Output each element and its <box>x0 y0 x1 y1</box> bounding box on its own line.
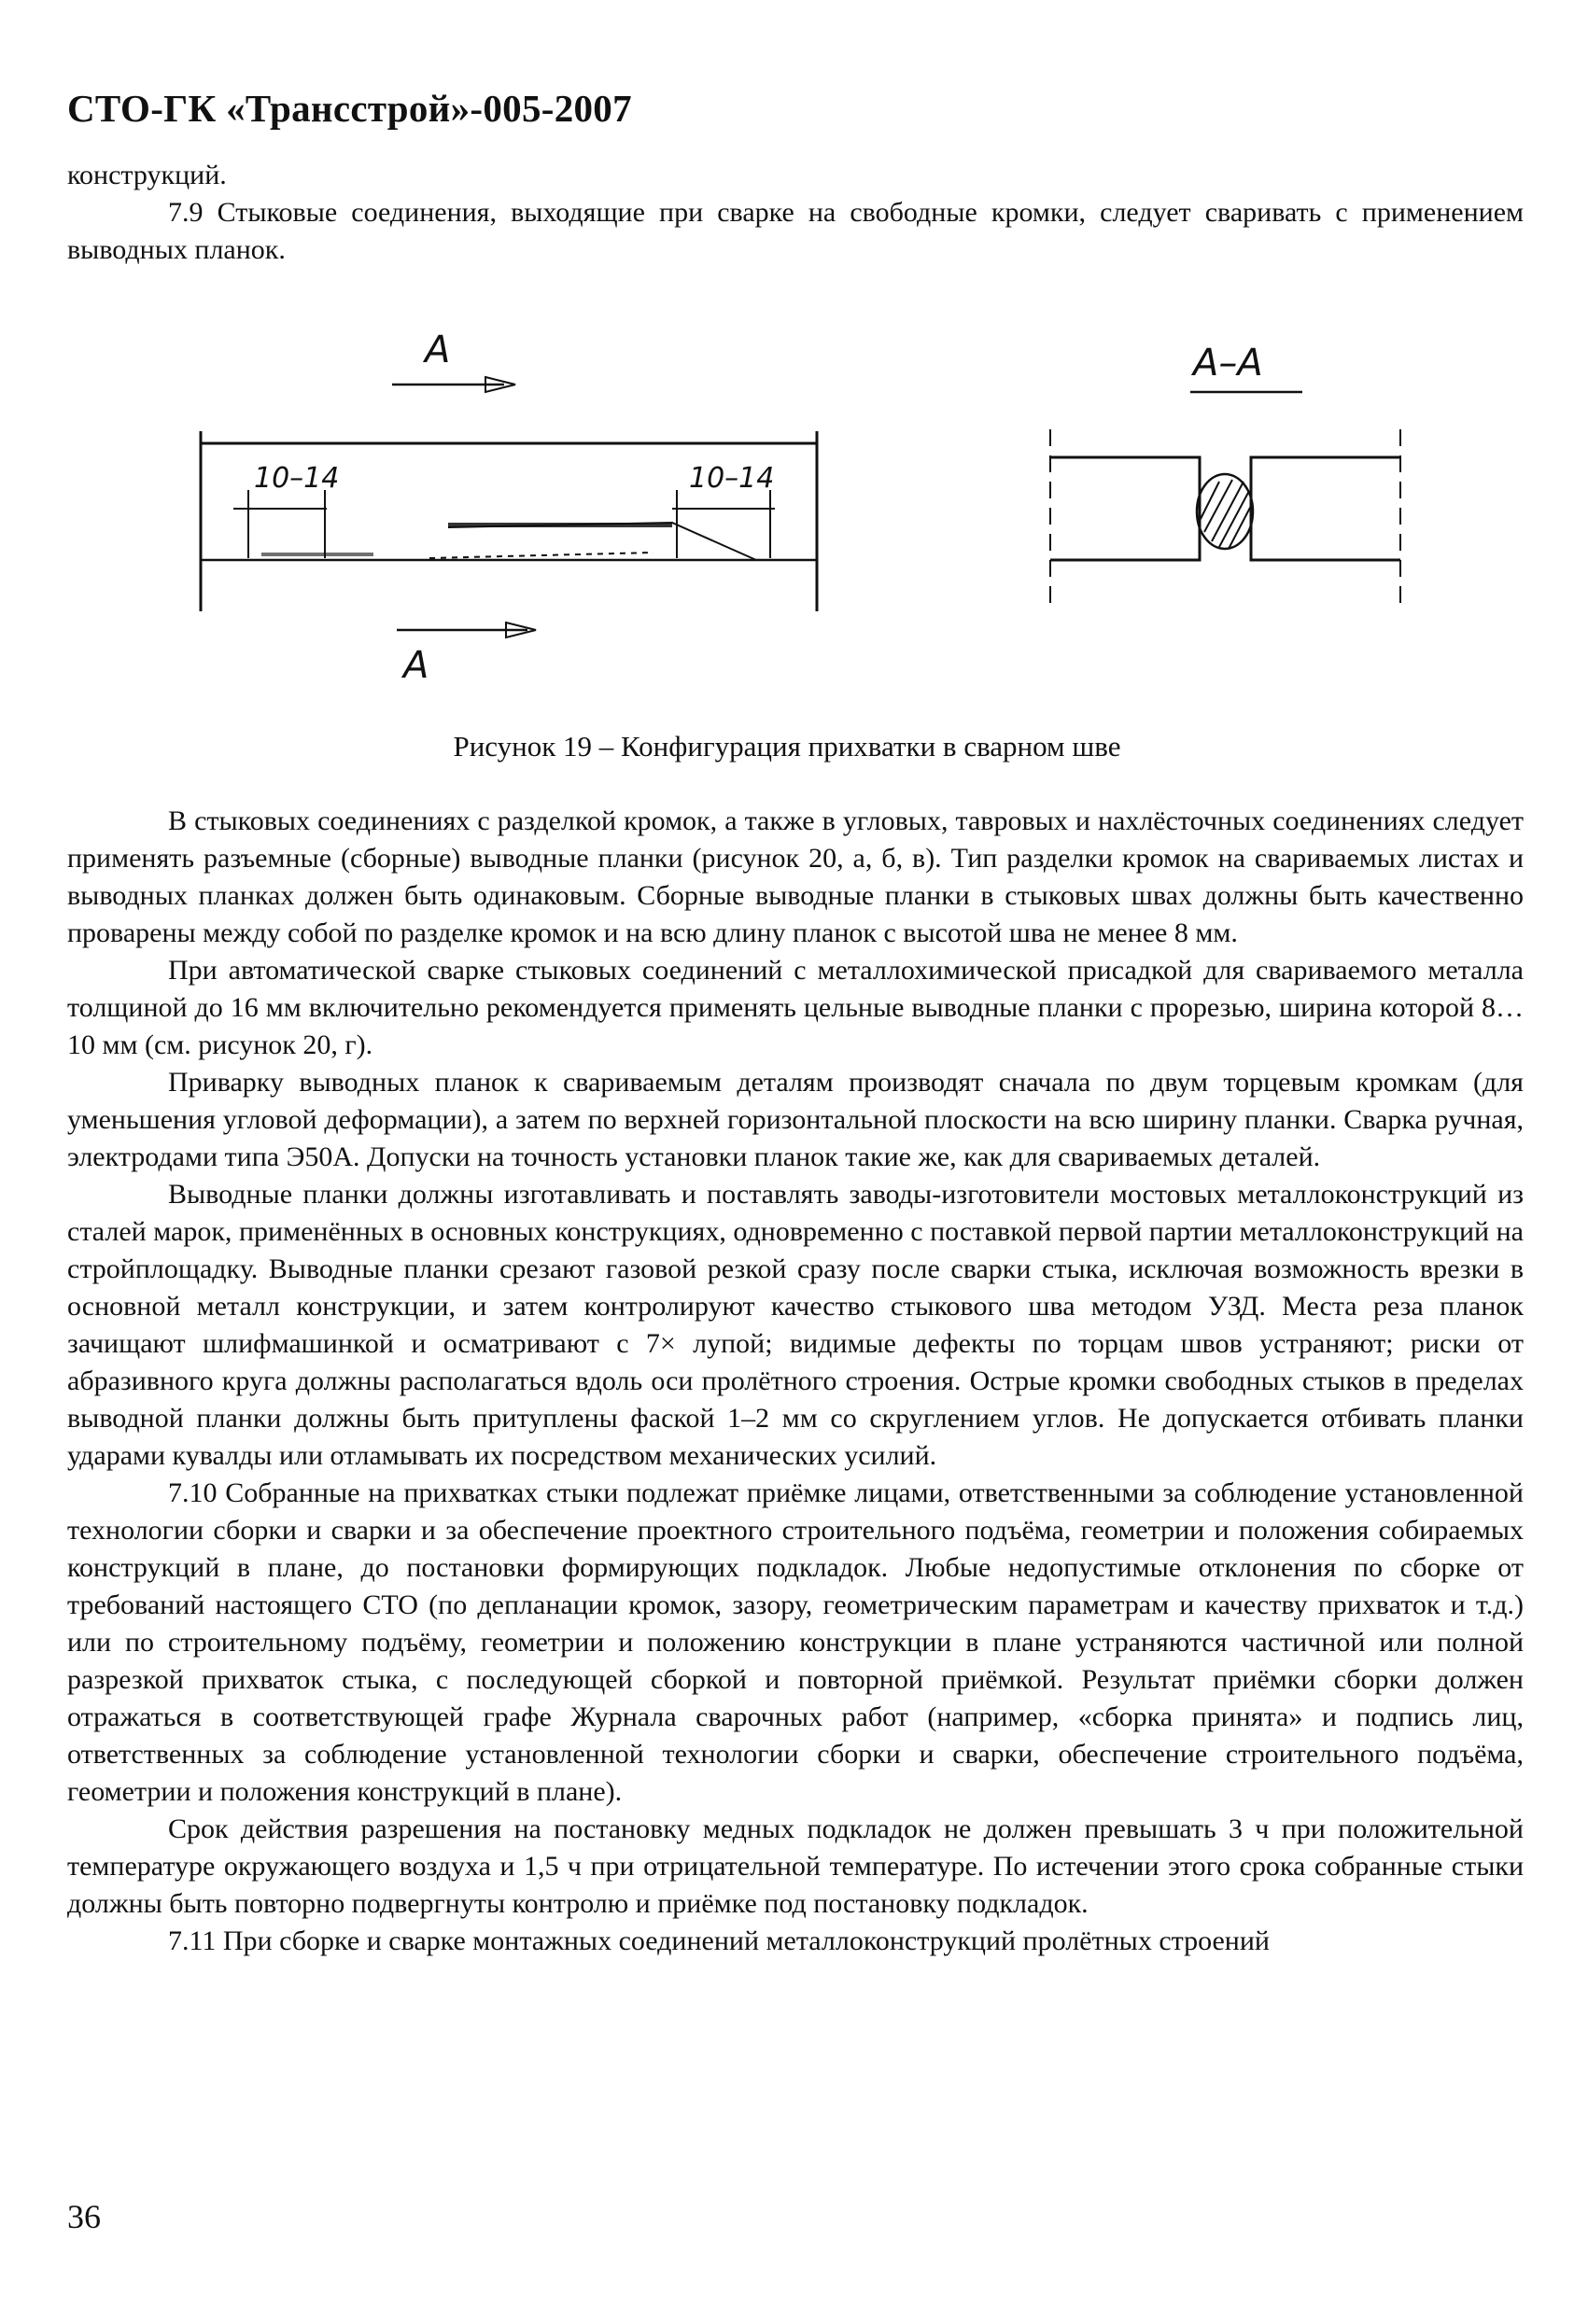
intro-text <box>67 157 1524 269</box>
figure-caption: Рисунок 19 – Конфигурация прихватки в сварном шве <box>453 730 1121 763</box>
figure-19 <box>168 308 1447 719</box>
paragraph: При автоматической сварке стыковых соединений с металлохимической присадкой для свариваемого металла толщиной до 16 мм включительно рекомендуется применять цельные выводные планки с прорезью, ширина которой 8…10 мм (см. рисунок 20, г). <box>67 955 1524 1060</box>
document-header: СТО-ГК «Трансстрой»-005-2007 <box>67 87 632 130</box>
dimension-right: 10–14 <box>689 462 775 495</box>
paragraph-7-10: 7.10 Собранные на прихватках стыки подлежат приёмке лицами, ответственными за соблюдение установленной технологии сборки и сварки и за обеспечение проектного строительного подъёма, геометрии и положения собираемых конструкций в плане, до постановки формирующих подкладок. Любые недопустимые отклонения по сборке от требований настоящего СТО (по депланации кромок, зазору, геометрическим параметрам и качеству прихваток и т.д.) или по строительному подъёму, геометрии и положению конструкции в плане устраняются частичной или полной разрезкой прихваток стыка, с последующей сборкой и повторной приёмкой. Результат приёмки сборки должен отражаться в соответствующей графе Журнала сварочных работ (например, «сборка принята» и подпись лиц, ответственных за соблюдение установленной технологии сборки и сварки, обеспечение строительного подъёма, геометрии и положения конструкций в плане). <box>67 1477 1524 1807</box>
paragraph-7-11: 7.11 При сборке и сварке монтажных соединений металлоконструкций пролётных строений <box>168 1925 1270 1956</box>
paragraph: Выводные планки должны изготавливать и поставлять заводы-изготовители мостовых металлоконструкций из сталей марок, применённых в основных конструкциях, одновременно с поставкой первой партии металлоконструкций на стройплощадку. Выводные планки срезают газовой резкой сразу после сварки стыка, исключая возможность врезки в основной металл конструкции, и затем контролируют качество стыкового шва методом УЗД. Места реза планок зачищают шлифмашинкой и осматривают с 7× лупой; видимые дефекты по торцам швов устраняют; риски от абразивного круга должны располагаться вдоль оси пролётного строения. Острые кромки свободных стыков в пределах выводной планки должны быть притуплены фаской 1–2 мм со скруглением углов. Не допускается отбивать планки ударами кувалды или отламывать их посредством механических усилий. <box>67 1179 1524 1471</box>
paragraph-7-9: 7.9 Стыковые соединения, выходящие при сварке на свободные кромки, следует сваривать с применением выводных планок. <box>67 197 1524 265</box>
section-label-a-top: A <box>425 329 451 371</box>
paragraph: Срок действия разрешения на постановку медных подкладок не должен превышать 3 ч при положительной температуре окружающего воздуха и 1,5 ч при отрицательной температуре. По истечении этого срока собранные стыки должны быть повторно подвергнуты контролю и приёмке под постановку подкладок. <box>67 1813 1524 1919</box>
paragraph: В стыковых соединениях с разделкой кромок, а также в угловых, тавровых и нахлёсточных соединениях следует применять разъемные (сборные) выводные планки (рисунок 20, а, б, в). Тип разделки кромок на свариваемых листах и выводных планках должен быть одинаковым. Сборные выводные планки в стыковых швах должны быть качественно проварены между собой по разделке кромок и на всю длину планок с высотой шва не менее 8 мм. <box>67 805 1524 948</box>
page-number: 36 <box>67 2198 101 2235</box>
section-label-a-bottom: A <box>403 644 429 687</box>
body-text <box>67 803 1524 1960</box>
continuation-line: конструкций. <box>67 160 227 190</box>
paragraph: Приварку выводных планок к свариваемым деталям производят сначала по двум торцевым кромкам (для уменьшения угловой деформации), а затем по верхней горизонтальной плоскости на всю ширину планки. Сварка ручная, электродами типа Э50А. Допуски на точность установки планок такие же, как для свариваемых деталей. <box>67 1067 1524 1172</box>
section-view-label: A–A <box>1193 342 1263 385</box>
dimension-left: 10–14 <box>254 462 340 495</box>
